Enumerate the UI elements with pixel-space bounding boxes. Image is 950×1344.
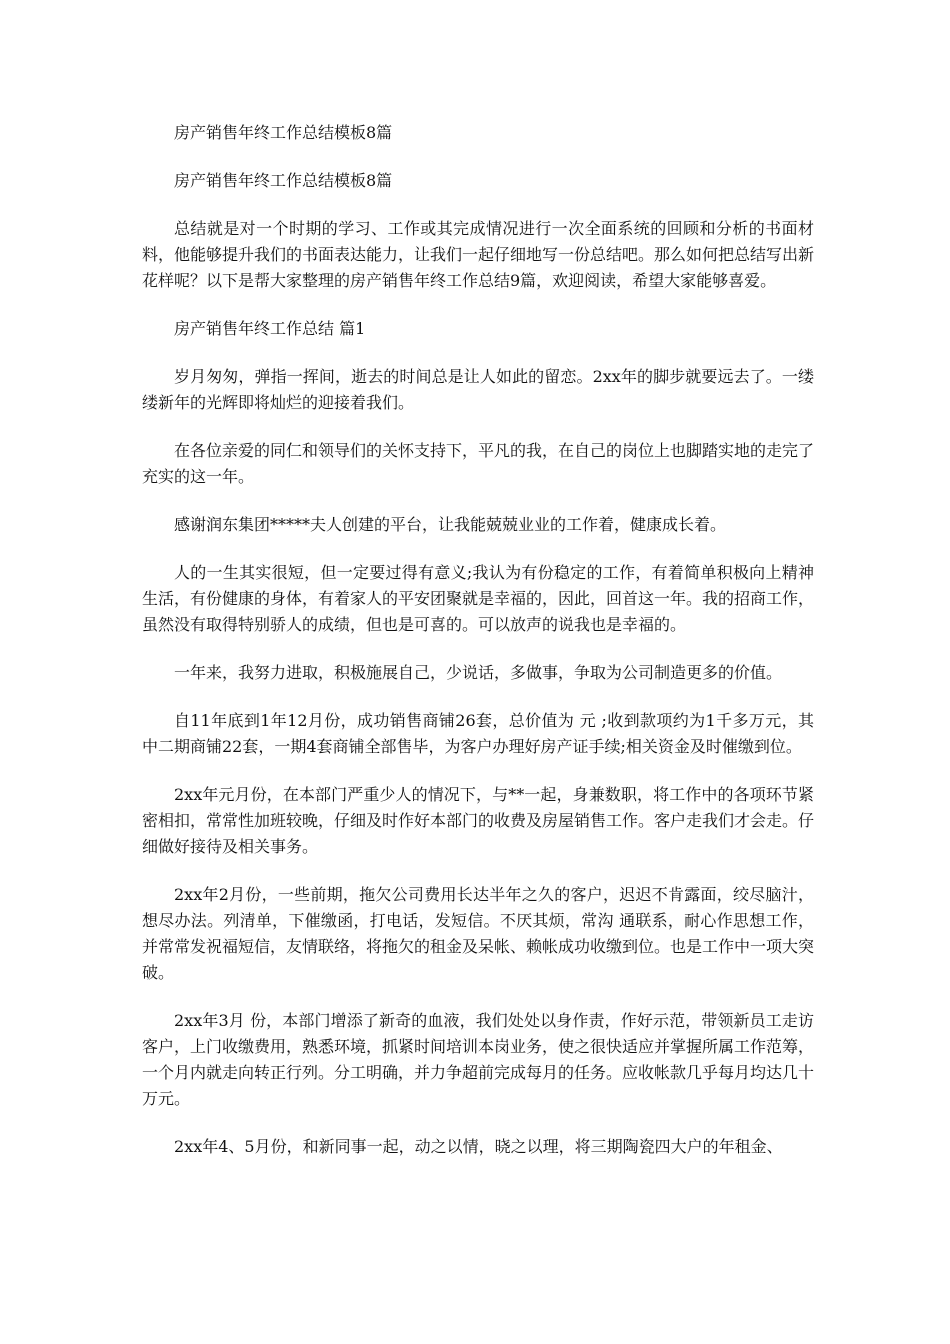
body-paragraph: 2xx年元月份，在本部门严重少人的情况下，与**一起，身兼数职，将工作中的各项环节紧密相扣，常常性加班较晚，仔细及时作好本部门的收费及房屋销售工作。客户走我们才会走。仔细做好接待及相关事务。	[142, 785, 815, 856]
body-paragraph: 人的一生其实很短，但一定要过得有意义;我认为有份稳定的工作，有着简单积极向上精神生活，有份健康的身体，有着家人的平安团聚就是幸福的，因此，回首这一年。我的招商工作，虽然没有取得特别骄人的成绩，但也是可喜的。可以放声的说我也是幸福的。	[142, 563, 815, 634]
body-paragraph: 在各位亲爱的同仁和领导们的关怀支持下，平凡的我，在自己的岗位上也脚踏实地的走完了充实的这一年。	[142, 441, 815, 486]
body-paragraph: 2xx年2月份，一些前期，拖欠公司费用长达半年之久的客户，迟迟不肯露面，绞尽脑汁，想尽办法。列清单，下催缴函，打电话，发短信。不厌其烦，常沟 通联系，耐心作思想工作，并常常发祝福短信，友情联络，将拖欠的租金及呆帐、赖帐成功收缴到位。也是工作中一项大突破。	[142, 885, 815, 982]
body-paragraph: 2xx年4、5月份，和新同事一起，动之以情，晓之以理，将三期陶瓷四大户的年租金、	[174, 1137, 783, 1156]
intro-paragraph: 总结就是对一个时期的学习、工作或其完成情况进行一次全面系统的回顾和分析的书面材料，他能够提升我们的书面表达能力，让我们一起仔细地写一份总结吧。那么如何把总结写出新花样呢？以下是帮大家整理的房产销售年终工作总结9篇，欢迎阅读，希望大家能够喜爱。	[142, 219, 815, 290]
document-subtitle: 房产销售年终工作总结模板8篇	[174, 171, 393, 190]
body-paragraph: 岁月匆匆，弹指一挥间，逝去的时间总是让人如此的留恋。2xx年的脚步就要远去了。一缕缕新年的光辉即将灿烂的迎接着我们。	[142, 367, 814, 412]
section-heading: 房产销售年终工作总结 篇1	[174, 319, 366, 338]
document-page	[142, 120, 814, 1182]
body-paragraph: 2xx年3月 份，本部门增添了新奇的血液，我们处处以身作责，作好示范，带领新员工走访客户，上门收缴费用，熟悉环境，抓紧时间培训本岗业务，使之很快适应并掌握所属工作范筹，一个月内就走向转正行列。分工明确，并力争超前完成每月的任务。应收帐款几乎每月均达几十万元。	[142, 1011, 815, 1108]
body-paragraph: 自11年底到1年12月份，成功销售商铺26套，总价值为 元 ;收到款项约为1千多万元，其中二期商铺22套，一期4套商铺全部售毕，为客户办理好房产证手续;相关资金及时催缴到位。	[142, 711, 814, 756]
document-title: 房产销售年终工作总结模板8篇	[174, 123, 393, 142]
body-paragraph: 感谢润东集团*****夫人创建的平台，让我能兢兢业业的工作着，健康成长着。	[174, 515, 727, 534]
body-paragraph: 一年来，我努力进取，积极施展自己，少说话，多做事，争取为公司制造更多的价值。	[174, 663, 783, 682]
